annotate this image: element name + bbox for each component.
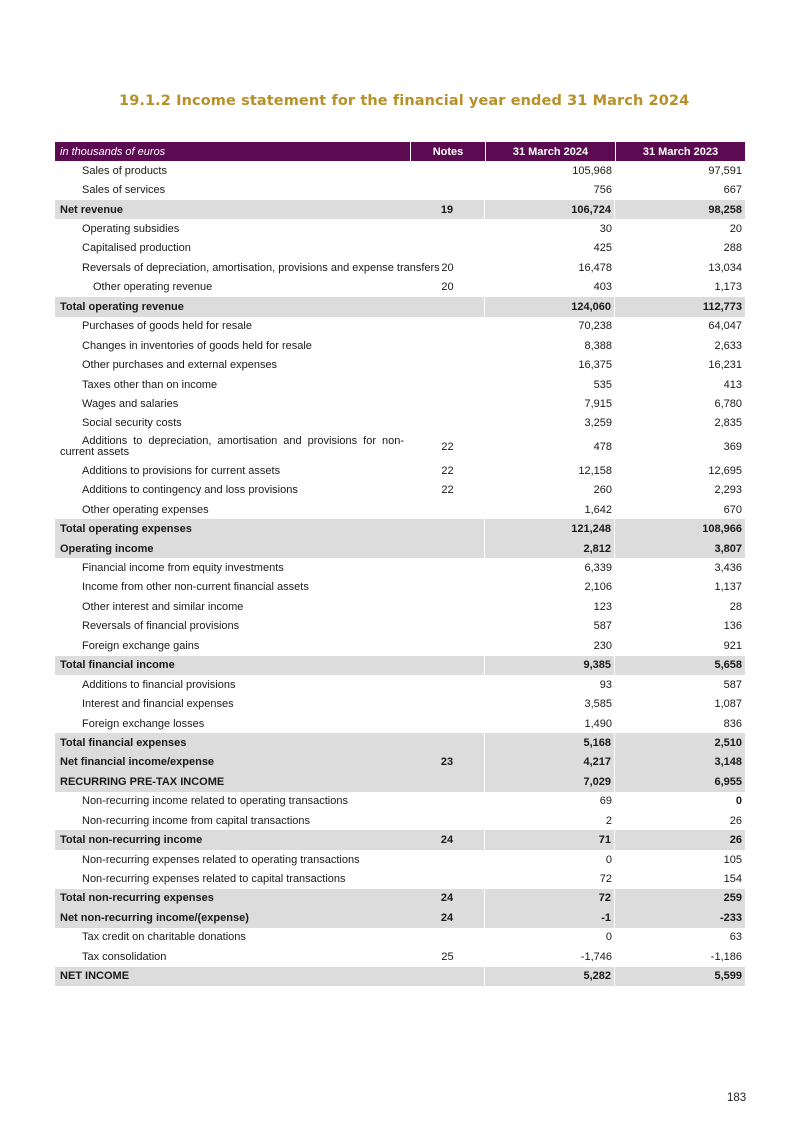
- total-row: [55, 539, 745, 558]
- table-row: [55, 636, 745, 655]
- total-row: [55, 830, 745, 849]
- row-notes: [410, 539, 485, 558]
- row-notes: [410, 336, 485, 355]
- row-notes: [410, 928, 485, 947]
- row-label: Additions to contingency and loss provisions: [82, 484, 298, 497]
- total-row: [55, 297, 745, 316]
- row-value-2024: 121,248: [485, 519, 615, 538]
- row-value-2024: 123: [593, 600, 612, 613]
- row-label: Non-recurring expenses related to operating transactions: [82, 853, 360, 866]
- row-value-2024: 1,490: [584, 717, 612, 730]
- row-notes: [410, 578, 485, 597]
- table-row: [55, 375, 745, 394]
- row-value-2023: 2,510: [714, 736, 742, 749]
- total-row: [55, 889, 745, 908]
- row-label: Net financial income/expense: [60, 756, 215, 769]
- row-notes: 25: [441, 950, 454, 963]
- row-value-2023: 105: [723, 853, 742, 866]
- row-label: Other operating expenses: [82, 503, 209, 516]
- row-value-2023: 0: [735, 795, 742, 808]
- row-notes: [410, 850, 485, 869]
- table-row: [55, 481, 745, 500]
- table-row: [55, 258, 745, 277]
- row-value-2023: 836: [723, 717, 742, 730]
- row-notes: 19: [410, 200, 485, 219]
- row-value-2023: 3,148: [714, 756, 742, 769]
- row-notes: [410, 772, 485, 791]
- row-value-2024: 93: [599, 678, 612, 691]
- table-body: [55, 161, 745, 986]
- row-notes: [410, 617, 485, 636]
- row-value-2024: 2: [605, 814, 612, 827]
- row-value-2024: 7,915: [584, 397, 612, 410]
- table-row: [55, 317, 745, 336]
- table-row: [55, 928, 745, 947]
- table-row: [55, 675, 745, 694]
- row-notes: 24: [410, 889, 485, 908]
- total-row: [55, 200, 745, 219]
- row-value-2023: -233: [719, 911, 742, 924]
- row-value-2023: 26: [729, 834, 742, 847]
- table-row: [55, 414, 745, 433]
- table-row: [55, 850, 745, 869]
- row-notes: [410, 869, 485, 888]
- table-row: [55, 461, 745, 480]
- row-value-2024: 71: [485, 830, 615, 849]
- row-label: Additions to financial provisions: [82, 678, 236, 691]
- table-row: [55, 792, 745, 811]
- row-notes: [410, 519, 485, 538]
- row-notes: [410, 597, 485, 616]
- row-label: Total non-recurring income: [60, 834, 203, 847]
- row-label: Total operating expenses: [60, 523, 192, 536]
- row-value-2023: 63: [729, 931, 742, 944]
- row-notes: [410, 967, 485, 986]
- table-row: [55, 161, 745, 180]
- header-col-2024: 31 March 2024: [485, 142, 615, 161]
- row-label: Additions to provisions for current assets: [82, 464, 281, 477]
- row-notes: 24: [410, 830, 485, 849]
- row-value-2024: 105,968: [572, 164, 612, 177]
- row-value-2023: 98,258: [708, 203, 742, 216]
- table-row: [55, 617, 745, 636]
- header-notes: Notes: [410, 142, 485, 161]
- row-value-2024: 0: [605, 853, 612, 866]
- row-label: Non-recurring income related to operating transactions: [82, 795, 348, 808]
- row-value-2023: 369: [723, 441, 742, 454]
- row-value-2023: 20: [729, 223, 742, 236]
- row-notes: [410, 714, 485, 733]
- table-row: [55, 597, 745, 616]
- row-value-2024: 124,060: [485, 297, 615, 316]
- row-notes: [410, 656, 485, 675]
- row-notes: [410, 733, 485, 752]
- row-label: RECURRING PRE-TAX INCOME: [60, 775, 225, 788]
- row-value-2024: 1,642: [584, 503, 612, 516]
- row-notes: [410, 375, 485, 394]
- row-label: Changes in inventories of goods held for resale: [82, 339, 312, 352]
- section-heading: 19.1.2 Income statement for the financial year ended 31 March 2024: [119, 93, 690, 109]
- table-row: [55, 558, 745, 577]
- row-value-2024: 5,168: [485, 733, 615, 752]
- row-label: Financial income from equity investments: [82, 562, 284, 575]
- table-row: [55, 714, 745, 733]
- row-value-2024: 6,339: [584, 562, 612, 575]
- row-value-2024: 12,158: [578, 464, 612, 477]
- row-label: Operating income: [60, 542, 154, 555]
- row-label: Total non-recurring expenses: [60, 892, 214, 905]
- table-row: [55, 355, 745, 374]
- row-notes: [410, 161, 485, 180]
- total-row: [55, 967, 745, 986]
- header-unit-label: in thousands of euros: [60, 145, 166, 158]
- row-notes: 20: [441, 281, 454, 294]
- table-row: [55, 694, 745, 713]
- row-label: Taxes other than on income: [82, 378, 218, 391]
- row-value-2024: 535: [593, 378, 612, 391]
- row-value-2024: 16,478: [578, 261, 612, 274]
- row-value-2023: -1,186: [710, 950, 742, 963]
- table-row: [55, 869, 745, 888]
- row-value-2024: 5,282: [485, 967, 615, 986]
- table-row: [55, 336, 745, 355]
- row-notes: [410, 219, 485, 238]
- row-notes: [410, 394, 485, 413]
- table-row: [55, 394, 745, 413]
- row-label: Non-recurring expenses related to capital transactions: [82, 873, 346, 886]
- total-row: [55, 519, 745, 538]
- row-value-2023: 12,695: [708, 464, 742, 477]
- row-value-2024: 8,388: [584, 339, 612, 352]
- table-row: [55, 947, 745, 966]
- row-notes: [410, 675, 485, 694]
- table-row: [55, 180, 745, 199]
- row-label-text: Additions to depreciation, amortisation and provisions for non-current assets: [60, 435, 404, 459]
- row-label: Net revenue: [60, 203, 123, 216]
- row-value-2023: 667: [723, 184, 742, 197]
- row-notes: 24: [410, 908, 485, 927]
- row-value-2023: 154: [723, 873, 742, 886]
- row-value-2024: 30: [599, 223, 612, 236]
- row-notes: [410, 500, 485, 519]
- row-value-2023: 259: [723, 892, 742, 905]
- row-label: Reversals of depreciation, amortisation, provisions and expense transfers: [82, 261, 440, 274]
- row-value-2023: 6,780: [714, 397, 742, 410]
- table-header: [55, 142, 745, 161]
- total-row: [55, 772, 745, 791]
- row-label: Social security costs: [82, 417, 182, 430]
- row-value-2024: 587: [593, 620, 612, 633]
- table-row: [55, 239, 745, 258]
- row-value-2023: 413: [723, 378, 742, 391]
- total-row: [55, 753, 745, 772]
- row-value-2024: 2,812: [485, 539, 615, 558]
- row-value-2024: 0: [605, 931, 612, 944]
- row-value-2023: 3,436: [714, 562, 742, 575]
- row-label: Net non-recurring income/(expense): [60, 911, 249, 924]
- row-label: Sales of products: [82, 164, 167, 177]
- row-value-2024: 230: [593, 639, 612, 652]
- row-notes: [410, 317, 485, 336]
- row-label: Income from other non-current financial assets: [82, 581, 309, 594]
- row-label: Other operating revenue: [93, 281, 213, 294]
- row-value-2024: 106,724: [485, 200, 615, 219]
- row-value-2023: 921: [723, 639, 742, 652]
- row-value-2024: 756: [593, 184, 612, 197]
- row-value-2023: 587: [723, 678, 742, 691]
- row-notes: [410, 558, 485, 577]
- row-notes: [410, 694, 485, 713]
- total-row: [55, 733, 745, 752]
- row-notes: 20: [441, 261, 454, 274]
- row-value-2023: 1,173: [714, 281, 742, 294]
- row-value-2023: 1,137: [714, 581, 742, 594]
- total-row: [55, 656, 745, 675]
- table-row: [55, 811, 745, 830]
- row-value-2024: 70,238: [578, 320, 612, 333]
- row-label: Non-recurring income from capital transactions: [82, 814, 311, 827]
- row-value-2023: 26: [729, 814, 742, 827]
- row-label: Total financial income: [60, 659, 175, 672]
- row-label: Other interest and similar income: [82, 600, 244, 613]
- row-label: [55, 433, 410, 461]
- page-number: 183: [727, 1092, 747, 1104]
- row-value-2023: 28: [729, 600, 742, 613]
- row-notes: [410, 239, 485, 258]
- row-value-2023: 3,807: [714, 542, 742, 555]
- row-label: Sales of services: [82, 184, 166, 197]
- row-value-2024: 2,106: [584, 581, 612, 594]
- row-notes: [410, 297, 485, 316]
- row-label: Foreign exchange gains: [82, 639, 200, 652]
- table-row: [55, 278, 745, 297]
- table-row: [55, 219, 745, 238]
- row-value-2023: 6,955: [714, 775, 742, 788]
- row-label: Interest and financial expenses: [82, 698, 234, 711]
- row-notes: [410, 792, 485, 811]
- row-label: Wages and salaries: [82, 397, 179, 410]
- row-value-2024: 478: [593, 441, 612, 454]
- row-label: Foreign exchange losses: [82, 717, 205, 730]
- table-row: [55, 433, 745, 461]
- row-label: Other purchases and external expenses: [82, 359, 278, 372]
- row-label: Purchases of goods held for resale: [82, 320, 252, 333]
- row-value-2023: 13,034: [708, 261, 742, 274]
- row-value-2024: 425: [593, 242, 612, 255]
- row-label: Reversals of financial provisions: [82, 620, 240, 633]
- row-value-2023: 97,591: [708, 164, 742, 177]
- row-notes: [410, 811, 485, 830]
- table-row: [55, 578, 745, 597]
- row-label: Capitalised production: [82, 242, 191, 255]
- row-value-2023: 670: [723, 503, 742, 516]
- row-value-2024: -1: [485, 908, 615, 927]
- row-value-2023: 1,087: [714, 698, 742, 711]
- row-value-2023: 64,047: [708, 320, 742, 333]
- row-notes: [410, 636, 485, 655]
- row-value-2023: 112,773: [702, 300, 742, 313]
- row-value-2024: 260: [593, 484, 612, 497]
- row-value-2024: 72: [485, 889, 615, 908]
- row-value-2024: 9,385: [485, 656, 615, 675]
- row-value-2024: -1,746: [580, 950, 612, 963]
- row-value-2023: 5,658: [714, 659, 742, 672]
- row-notes: 22: [441, 441, 454, 454]
- row-value-2024: 3,259: [584, 417, 612, 430]
- total-row: [55, 908, 745, 927]
- row-value-2023: 288: [723, 242, 742, 255]
- row-label: Tax credit on charitable donations: [82, 931, 246, 944]
- row-value-2023: 16,231: [708, 359, 742, 372]
- income-statement-table: [55, 142, 745, 986]
- row-notes: [410, 414, 485, 433]
- row-label: Total operating revenue: [60, 300, 184, 313]
- row-value-2023: 2,633: [714, 339, 742, 352]
- row-value-2023: 5,599: [714, 970, 742, 983]
- row-value-2024: 3,585: [584, 698, 612, 711]
- row-label: Total financial expenses: [60, 736, 187, 749]
- row-notes: 22: [441, 484, 454, 497]
- row-value-2024: 403: [593, 281, 612, 294]
- row-notes: [410, 180, 485, 199]
- row-label: Operating subsidies: [82, 223, 180, 236]
- row-value-2023: 108,966: [702, 523, 742, 536]
- row-value-2023: 2,293: [714, 484, 742, 497]
- row-value-2024: 72: [599, 873, 612, 886]
- header-col-2023: 31 March 2023: [615, 142, 745, 161]
- row-notes: 22: [441, 464, 454, 477]
- table-row: [55, 500, 745, 519]
- row-label: NET INCOME: [60, 970, 130, 983]
- row-notes: 23: [410, 753, 485, 772]
- row-notes: [410, 355, 485, 374]
- row-value-2024: 69: [599, 795, 612, 808]
- row-value-2023: 2,835: [714, 417, 742, 430]
- row-value-2024: 4,217: [485, 753, 615, 772]
- row-value-2024: 7,029: [485, 772, 615, 791]
- row-value-2023: 136: [723, 620, 742, 633]
- row-label: Tax consolidation: [82, 950, 167, 963]
- row-value-2024: 16,375: [578, 359, 612, 372]
